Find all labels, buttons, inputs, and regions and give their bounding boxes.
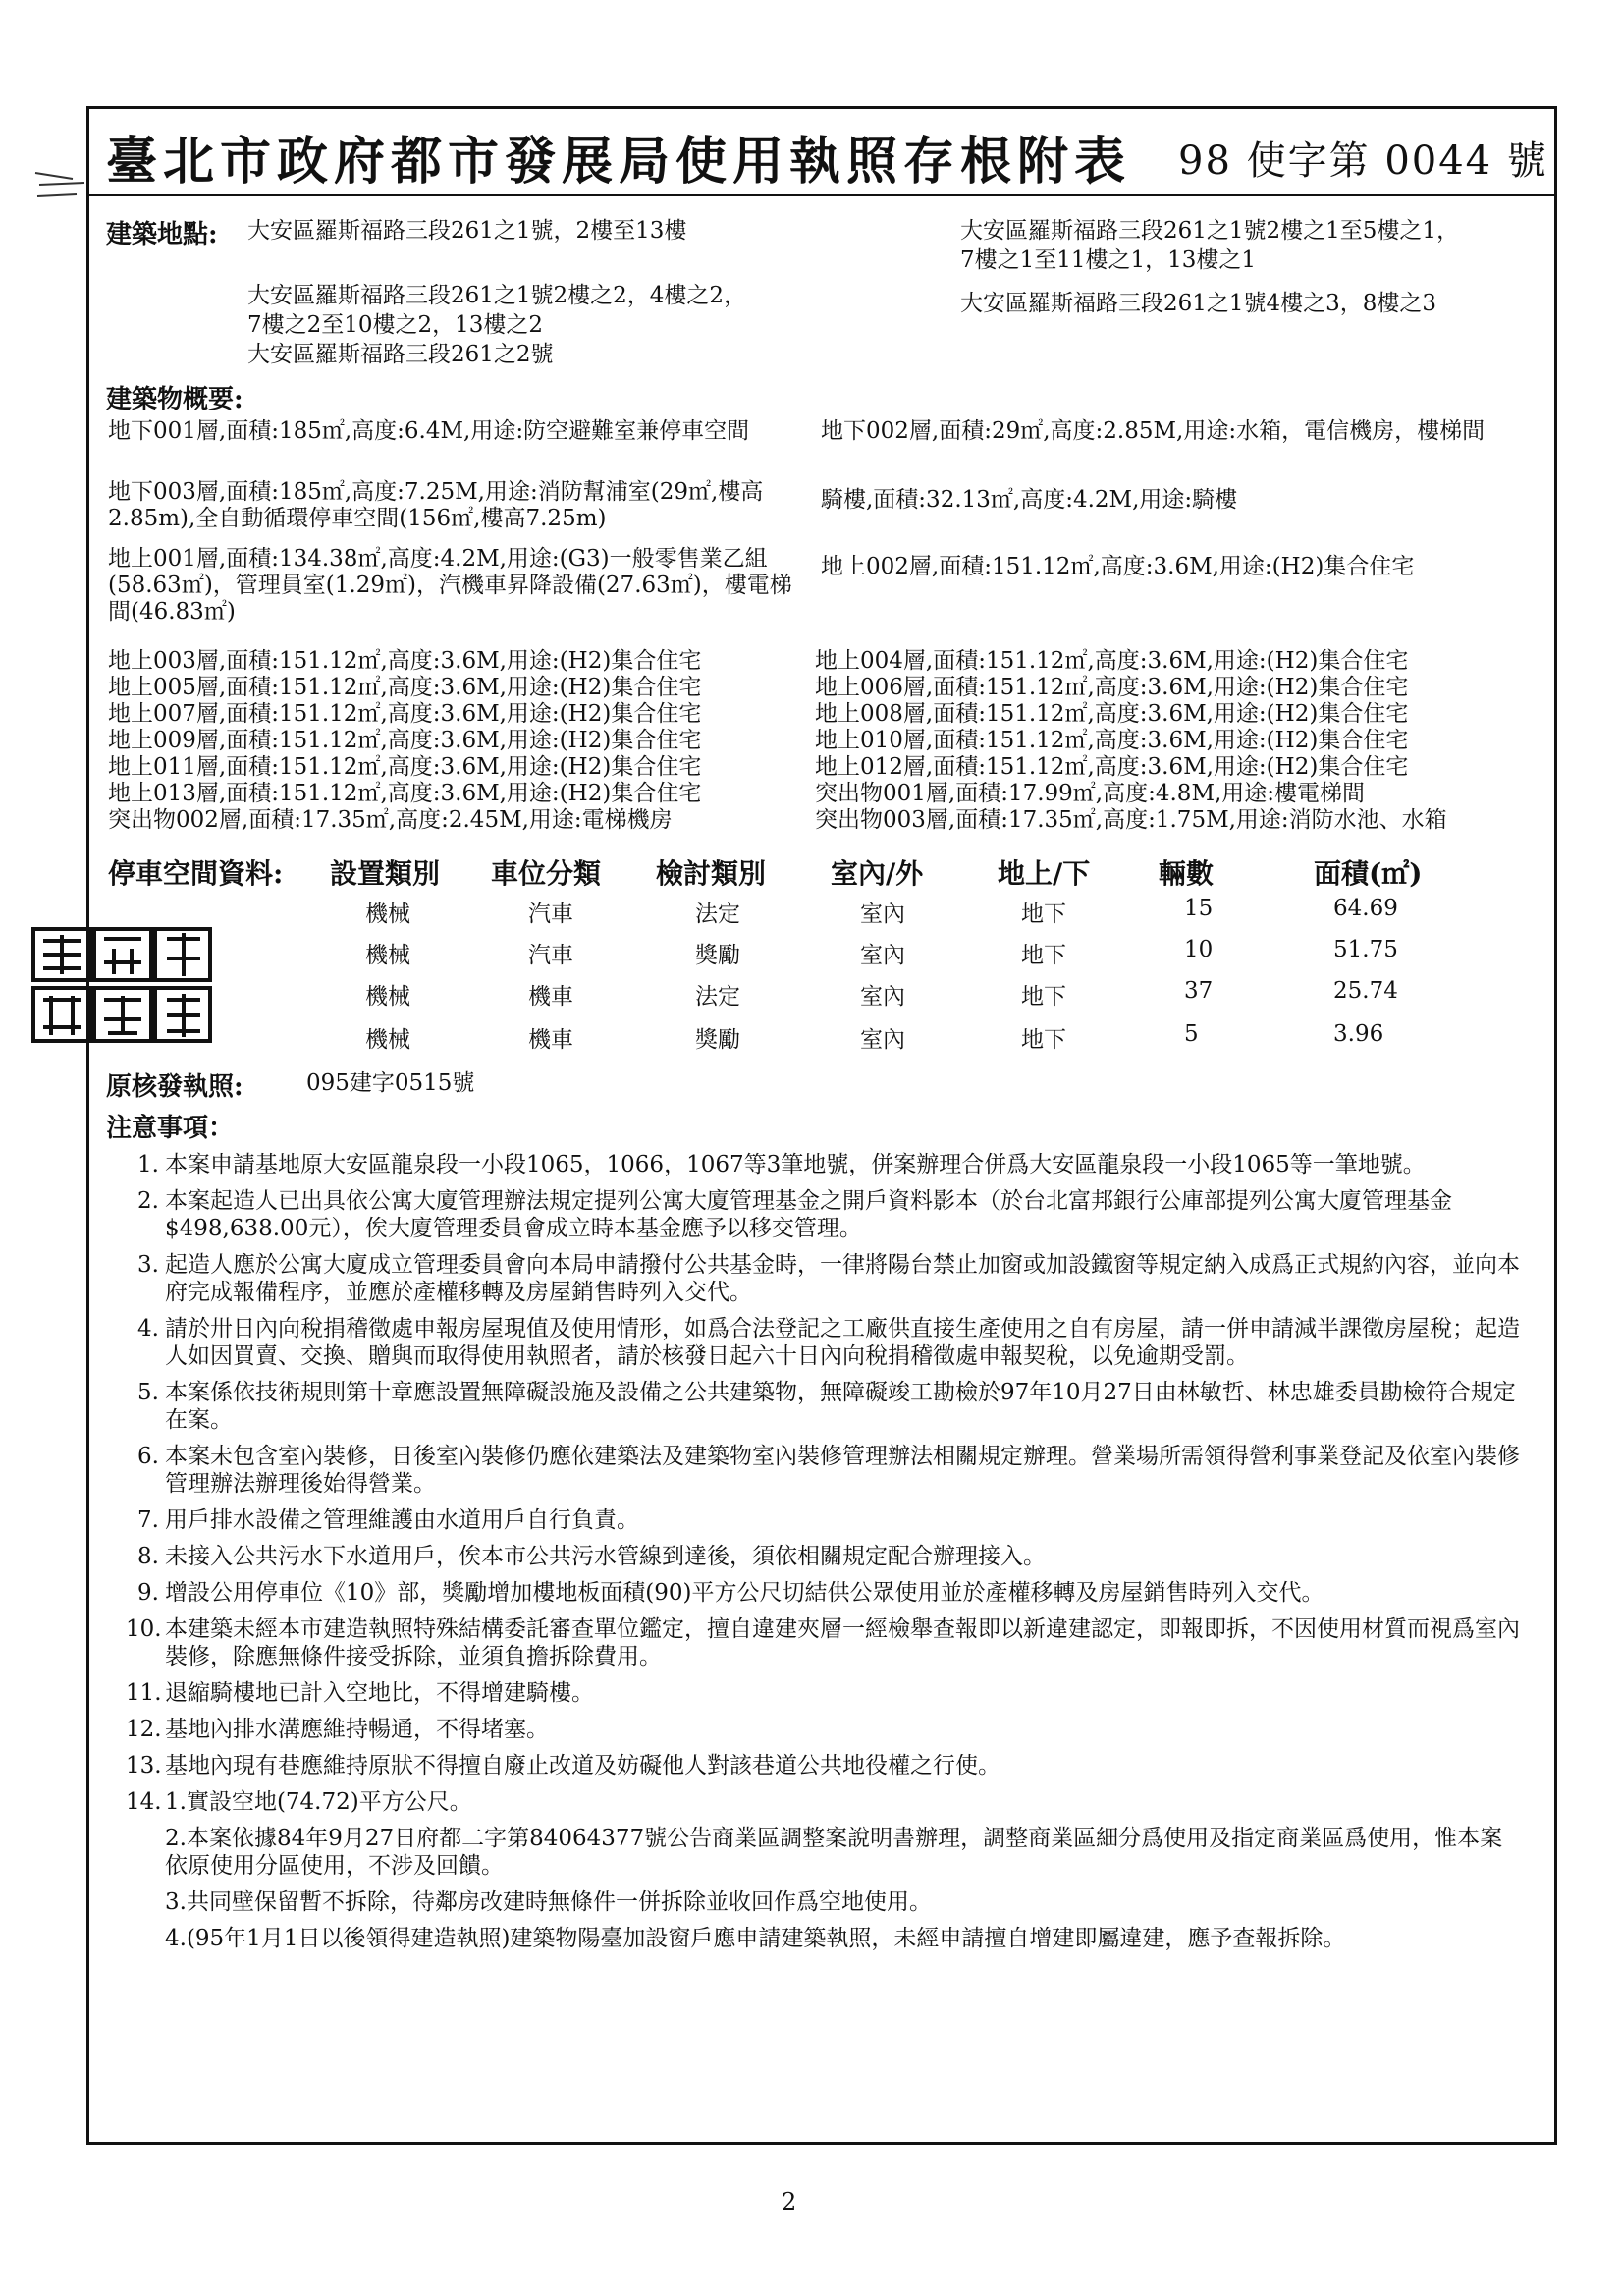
note-text: 用戶排水設備之管理維護由水道用戶自行負責。	[165, 1507, 639, 1533]
parking-cell: 汽車	[528, 943, 573, 968]
note-text: 本案起造人已出具依公寓大廈管理辦法規定提列公寓大廈管理基金之開戶資料影本（於台北富邦銀行公庫部提列公寓大廈管理基金$498,638.00元），俟大廈管理委員會成立時本基金應予以移交管理。	[165, 1188, 1452, 1241]
note-number: 1.	[137, 1152, 159, 1177]
parking-header: 檢討類別	[656, 857, 767, 890]
parking-cell: 室內	[860, 902, 905, 927]
floor-row: 地上013層,面積:151.12㎡,高度:3.6M,用途:(H2)集合住宅	[108, 781, 702, 806]
parking-cell: 地下	[1021, 902, 1066, 927]
note-item	[126, 1506, 1520, 1534]
parking-cell: 室內	[860, 984, 905, 1010]
note-text: 1.實設空地(74.72)平方公尺。	[165, 1789, 472, 1815]
overview-label: 建築物概要:	[106, 385, 243, 414]
note-number: 6.	[137, 1444, 159, 1469]
parking-header: 輛數	[1159, 857, 1215, 890]
note-text: 本案係依技術規則第十章應設置無障礙設施及設備之公共建築物，無障礙竣工勘檢於97年10月27日由林敏哲、林忠雄委員勘檢符合規定在案。	[165, 1380, 1516, 1433]
note-item	[126, 1251, 1520, 1306]
note-item	[126, 1315, 1520, 1370]
parking-cell: 37	[1184, 978, 1214, 1004]
location-label: 建築地點:	[106, 220, 218, 249]
parking-cell: 機車	[528, 984, 573, 1010]
floor-row: 地上012層,面積:151.12㎡,高度:3.6M,用途:(H2)集合住宅	[815, 754, 1409, 780]
note-number: 3.	[137, 1252, 159, 1278]
note-number: 11.	[126, 1680, 162, 1706]
floor-row: 地上006層,面積:151.12㎡,高度:3.6M,用途:(H2)集合住宅	[815, 675, 1409, 700]
note-number: 4.	[137, 1316, 159, 1341]
note-text: 本案申請基地原大安區龍泉段一小段1065，1066，1067等3筆地號，併案辦理合併爲大安區龍泉段一小段1065等一筆地號。	[165, 1152, 1426, 1177]
floor-row: 突出物001層,面積:17.99㎡,高度:4.8M,用途:樓電梯間	[815, 781, 1366, 806]
parking-cell: 5	[1184, 1021, 1199, 1047]
note-subitem: 3.共同壁保留暫不拆除，待鄰房改建時無條件一併拆除並收回作爲空地使用。	[165, 1889, 932, 1915]
floor-row: 地上011層,面積:151.12㎡,高度:3.6M,用途:(H2)集合住宅	[108, 754, 702, 780]
note-number: 5.	[137, 1380, 159, 1405]
parking-cell: 51.75	[1333, 937, 1398, 962]
floor-list-left	[108, 648, 701, 834]
page-number: 2	[782, 2188, 797, 2215]
floor-b1: 地下001層,面積:185㎡,高度:6.4M,用途:防空避難室兼停車空間	[108, 418, 750, 444]
parking-cell: 15	[1184, 896, 1214, 921]
parking-cell: 機械	[365, 1027, 410, 1053]
floor-row: 地上008層,面積:151.12㎡,高度:3.6M,用途:(H2)集合住宅	[815, 701, 1409, 727]
parking-cell: 法定	[695, 984, 740, 1010]
page-title: 臺北市政府都市發展局使用執照存根附表	[106, 132, 1132, 191]
parking-cell: 機械	[365, 984, 410, 1010]
parking-header: 室內/外	[831, 857, 924, 890]
original-permit-label: 原核發執照:	[106, 1072, 243, 1102]
parking-cell: 法定	[695, 902, 740, 927]
parking-cell: 地下	[1021, 984, 1066, 1010]
location-line: 大安區羅斯福路三段261之1號2樓之2，4樓之2，	[247, 283, 747, 308]
note-text: 退縮騎樓地已計入空地比，不得增建騎樓。	[165, 1680, 594, 1706]
floor-row: 地上007層,面積:151.12㎡,高度:3.6M,用途:(H2)集合住宅	[108, 701, 702, 727]
note-text: 起造人應於公寓大廈成立管理委員會向本局申請撥付公共基金時，一律將陽台禁止加窗或加設鐵窗等規定納入成爲正式規約內容，並向本府完成報備程序，並應於產權移轉及房屋銷售時列入交代。	[165, 1252, 1520, 1305]
location-line: 7樓之2至10樓之2，13樓之2	[247, 312, 544, 338]
parking-cell: 10	[1184, 937, 1214, 962]
note-item	[126, 1788, 1520, 1816]
note-number: 9.	[137, 1580, 159, 1606]
floor-row: 突出物003層,面積:17.35㎡,高度:1.75M,用途:消防水池、水箱	[815, 807, 1447, 833]
parking-header: 設置類別	[330, 857, 441, 890]
note-subitem: 2.本案依據84年9月27日府都二字第84064377號公告商業區調整案說明書辦理，調整商業區細分爲使用及指定商業區爲使用，惟本案依原使用分區使用，不涉及回饋。	[165, 1826, 1503, 1879]
parking-cell: 地下	[1021, 1027, 1066, 1053]
floor-row: 地上003層,面積:151.12㎡,高度:3.6M,用途:(H2)集合住宅	[108, 648, 702, 674]
parking-cell: 室內	[860, 943, 905, 968]
note-item	[126, 1679, 1520, 1707]
floor-f2: 地上002層,面積:151.12㎡,高度:3.6M,用途:(H2)集合住宅	[821, 554, 1415, 579]
parking-cell: 64.69	[1333, 896, 1398, 921]
parking-header: 車位分類	[491, 857, 602, 890]
notes-list	[126, 1151, 1520, 1952]
note-14-subitems	[126, 1825, 1520, 1952]
location-line: 大安區羅斯福路三段261之1號4樓之3，8樓之3	[960, 291, 1437, 316]
parking-header: 地上/下	[998, 857, 1091, 890]
parking-cell: 地下	[1021, 943, 1066, 968]
parking-cell: 獎勵	[695, 943, 740, 968]
note-item	[126, 1716, 1520, 1743]
note-text: 未接入公共污水下水道用戶，俟本市公共污水管線到達後，須依相關規定配合辦理接入。	[165, 1544, 1046, 1569]
floor-row: 地上010層,面積:151.12㎡,高度:3.6M,用途:(H2)集合住宅	[815, 728, 1409, 753]
note-item	[126, 1443, 1520, 1498]
note-text: 本建築未經本市建造執照特殊結構委託審查單位鑑定，擅自違建夾層一經檢舉查報即以新違建認定，即報即拆，不因使用材質而視爲室內裝修，除應無條件接受拆除，並須負擔拆除費用。	[165, 1616, 1520, 1669]
note-number: 12.	[126, 1717, 162, 1742]
note-text: 基地內排水溝應維持暢通，不得堵塞。	[165, 1717, 549, 1742]
floor-row: 突出物002層,面積:17.35㎡,高度:2.45M,用途:電梯機房	[108, 807, 673, 833]
floor-arcade: 騎樓,面積:32.13㎡,高度:4.2M,用途:騎樓	[821, 487, 1238, 513]
note-item	[126, 1543, 1520, 1570]
note-item	[126, 1752, 1520, 1779]
official-seal	[29, 925, 214, 1045]
location-line: 大安區羅斯福路三段261之2號	[247, 342, 554, 367]
parking-cell: 3.96	[1333, 1021, 1384, 1047]
parking-cell: 機車	[528, 1027, 573, 1053]
note-item	[126, 1187, 1520, 1242]
parking-cell: 室內	[860, 1027, 905, 1053]
location-line: 7樓之1至11樓之1，13樓之1	[960, 247, 1257, 273]
parking-label: 停車空間資料:	[108, 857, 284, 890]
floor-f1: 地上001層,面積:134.38㎡,高度:4.2M,用途:(G3)一般零售業乙組(58.63㎡)，管理員室(1.29㎡)，汽機車昇降設備(27.63㎡)，樓電梯間(46.83㎡)	[108, 546, 792, 625]
floor-b3: 地下003層,面積:185㎡,高度:7.25M,用途:消防幫浦室(29㎡,樓高2.85m),全自動循環停車空間(156㎡,樓高7.25m)	[108, 479, 764, 531]
note-number: 10.	[126, 1616, 162, 1642]
parking-cell: 獎勵	[695, 1027, 740, 1053]
parking-cell: 機械	[365, 943, 410, 968]
note-number: 14.	[126, 1789, 162, 1815]
note-number: 8.	[137, 1544, 159, 1569]
parking-cell: 25.74	[1333, 978, 1398, 1004]
location-line: 大安區羅斯福路三段261之1號2樓之1至5樓之1，	[960, 218, 1460, 244]
note-text: 增設公用停車位《10》部，獎勵增加樓地板面積(90)平方公尺切結供公眾使用並於產權移轉及房屋銷售時列入交代。	[165, 1580, 1324, 1606]
note-number: 13.	[126, 1753, 162, 1778]
floor-row: 地上004層,面積:151.12㎡,高度:3.6M,用途:(H2)集合住宅	[815, 648, 1409, 674]
parking-cell: 機械	[365, 902, 410, 927]
parking-header: 面積(㎡)	[1314, 857, 1423, 890]
permit-number: 98 使字第 0044 號	[1178, 138, 1548, 184]
floor-list-right	[815, 648, 1447, 834]
floor-b2: 地下002層,面積:29㎡,高度:2.85M,用途:水箱，電信機房，樓梯間	[821, 418, 1486, 444]
title-divider	[89, 194, 1554, 196]
original-permit-value: 095建字0515號	[306, 1070, 475, 1096]
note-text: 請於卅日內向稅捐稽徵處申報房屋現值及使用情形，如爲合法登記之工廠供直接生產使用之自有房屋，請一併申請減半課徵房屋稅；起造人如因買賣、交換、贈與而取得使用執照者，請於核發日起六十日內向稅捐稽徵處申報契稅，以免逾期受罰。	[165, 1316, 1520, 1369]
note-text: 本案未包含室內裝修，日後室內裝修仍應依建築法及建築物室內裝修管理辦法相關規定辦理。營業場所需領得營利事業登記及依室內裝修管理辦法辦理後始得營業。	[165, 1444, 1520, 1497]
note-subitem: 4.(95年1月1日以後領得建造執照)建築物陽臺加設窗戶應申請建築執照，未經申請擅自增建即屬違建，應予查報拆除。	[165, 1926, 1346, 1951]
note-number: 7.	[137, 1507, 159, 1533]
note-number: 2.	[137, 1188, 159, 1214]
note-item	[126, 1379, 1520, 1434]
parking-cell: 汽車	[528, 902, 573, 927]
note-item	[126, 1579, 1520, 1607]
location-line: 大安區羅斯福路三段261之1號，2樓至13樓	[247, 218, 687, 244]
note-item	[126, 1151, 1520, 1178]
notes-label: 注意事項：	[106, 1114, 235, 1143]
note-text: 基地內現有巷應維持原狀不得擅自廢止改道及妨礙他人對該巷道公共地役權之行使。	[165, 1753, 1000, 1778]
floor-row: 地上005層,面積:151.12㎡,高度:3.6M,用途:(H2)集合住宅	[108, 675, 702, 700]
margin-mark	[33, 165, 92, 204]
floor-row: 地上009層,面積:151.12㎡,高度:3.6M,用途:(H2)集合住宅	[108, 728, 702, 753]
note-item	[126, 1615, 1520, 1670]
